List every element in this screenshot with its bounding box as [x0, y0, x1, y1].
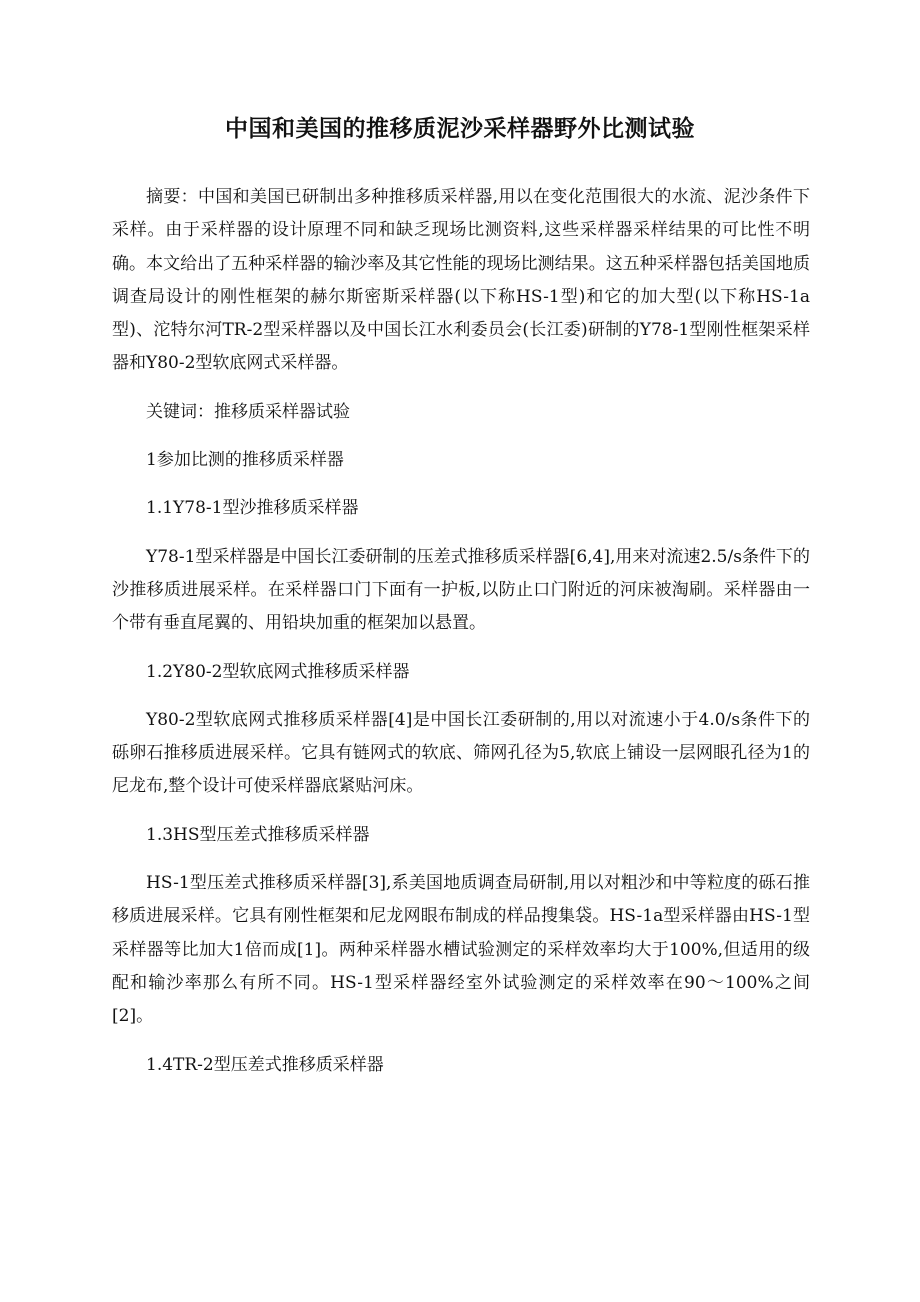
abstract-paragraph: 摘要：中国和美国已研制出多种推移质采样器,用以在变化范围很大的水流、泥沙条件下采样。由于采样器的设计原理不同和缺乏现场比测资料,这些采样器采样结果的可比性不明确。本文给出了五种采样器的输沙率及其它性能的现场比测结果。这五种采样器包括美国地质调查局设计的刚性框架的赫尔斯密斯采样器(以下称HS-1型)和它的加大型(以下称HS-1a型)、沱特尔河TR-2型采样器以及中国长江水利委员会(长江委)研制的Y78-1型刚性框架采样器和Y80-2型软底网式采样器。: [112, 187, 810, 374]
document-title: 中国和美国的推移质泥沙采样器野外比测试验: [225, 116, 695, 142]
body-paragraph: Y80-2型软底网式推移质采样器[4]是中国长江委研制的,用以对流速小于4.0/s条件下的砾卵石推移质进展采样。它具有链网式的软底、筛网孔径为5,软底上铺设一层网眼孔径为1的尼龙布,整个设计可使采样器底紧贴河床。: [112, 709, 810, 797]
subsection-heading: 1.4TR-2型压差式推移质采样器: [146, 1054, 384, 1075]
body-paragraph: Y78-1型采样器是中国长江委研制的压差式推移质采样器[6,4],用来对流速2.5/s条件下的沙推移质进展采样。在采样器口门下面有一护板,以防止口门附近的河床被淘刷。采样器由一个带有垂直尾翼的、用铅块加重的框架加以悬置。: [112, 546, 810, 634]
subsection-heading: 1.1Y78-1型沙推移质采样器: [146, 498, 359, 519]
body-paragraph: HS-1型压差式推移质采样器[3],系美国地质调查局研制,用以对粗沙和中等粒度的砾石推移质进展采样。它具有刚性框架和尼龙网眼布制成的样品搜集袋。HS-1a型采样器由HS-1型采样器等比加大1倍而成[1]。两种采样器水槽试验测定的采样效率均大于100%,但适用的级配和输沙率那么有所不同。HS-1型采样器经室外试验测定的采样效率在90～100%之间[2]。: [112, 873, 810, 1027]
section-heading: 1参加比测的推移质采样器: [146, 450, 344, 471]
subsection-heading: 1.2Y80-2型软底网式推移质采样器: [146, 661, 410, 682]
document-body: [112, 181, 810, 1097]
subsection-heading: 1.3HS型压差式推移质采样器: [146, 824, 370, 845]
keywords-line: 关键词：推移质采样器试验: [146, 401, 350, 422]
